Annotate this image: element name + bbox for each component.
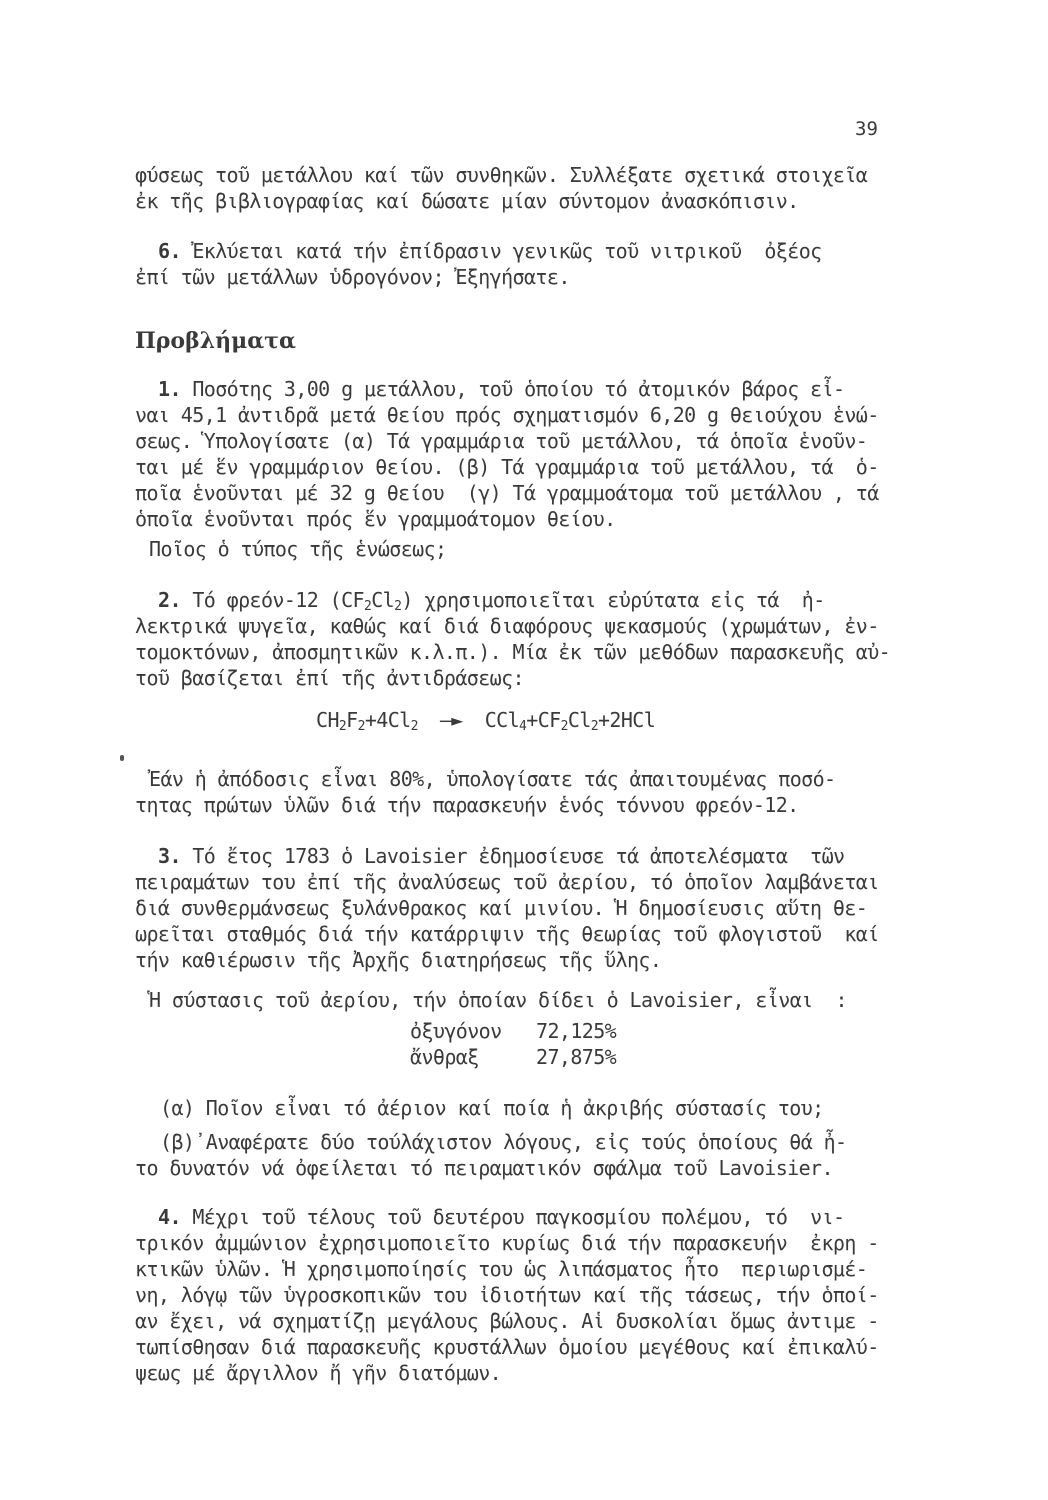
problem-text: Ποσότης 3,00 g μετάλλου, τοῦ ὁποίου τό ἀτομικόν βάρος εἶ- [180, 377, 845, 401]
problem-number: 1. [158, 377, 181, 401]
text-line: τωπίσθησαν διά παρασκευῆς κρυστάλλων ὁμοίου μεγέθους καί ἐπικαλύ- [135, 1335, 879, 1359]
text-line: κτικῶν ὑλῶν. Ἡ χρησιμοποίησίς του ὡς λιπάσματος ἦτο περιωρισμέ- [135, 1257, 868, 1281]
text-line: ἐπί τῶν μετάλλων ὑδρογόνον; Ἐξηγήσατε. [135, 265, 570, 289]
text-line: διά συνθερμάνσεως ξυλάνθρακος καί μινίου. Ἡ δημοσίευσις αὕτη θε- [135, 896, 868, 920]
text-line: ται μέ ἕν γραμμάριον θείου. (β) Τά γραμμάρια τοῦ μετάλλου, τά ὁ- [135, 455, 879, 479]
text-line: Ποῖος ὁ τύπος τῆς ἑνώσεως; [149, 537, 447, 561]
text-line: τητας πρώτων ὑλῶν διά τήν παρασκευήν ἑνός τόννου φρεόν-12. [135, 793, 799, 817]
text-line: ωρεῖται σταθμός διά τήν κατάρριψιν τῆς θεωρίας τοῦ φλογιστοῦ καί [135, 922, 879, 946]
ink-speck [120, 755, 124, 761]
text-line: ὁποῖα ἑνοῦνται πρός ἕν γραμμοάτομον θείου. [135, 507, 616, 531]
text-line: τομοκτόνων, ἀποσμητικῶν κ.λ.π.). Μία ἐκ τῶν μεθόδων παρασκευῆς αὐ- [135, 640, 891, 664]
problem-number: 2. [158, 588, 181, 612]
question-text: Ἐκλύεται κατά τήν ἐπίδρασιν γενικῶς τοῦ νιτρικοῦ ὀξέος [180, 239, 822, 263]
text-line: ναι 45,1 ἀντιδρᾶ μετά θείου πρός σχηματισμόν 6,20 g θειούχου ἑνώ- [135, 403, 879, 427]
text-line: τρικόν ἀμμώνιον ἐχρησιμοποιεῖτο κυρίως διά τήν παρασκευήν ἐκρη - [135, 1231, 879, 1255]
text-line: πειραμάτων του ἐπί τῆς ἀναλύσεως τοῦ ἀερίου, τό ὁποῖον λαμβάνεται [135, 870, 879, 894]
composition-value: 72,125% [536, 1019, 617, 1043]
chemical-equation: $CH_2F_2+4Cl_2$ —► $CCl_4+CF_2Cl_2+2HCl$ [316, 708, 656, 734]
text-line: τοῦ βασίζεται ἐπί τῆς ἀντιδράσεως: [135, 666, 524, 690]
text-line: σεως. Ὑπολογίσατε (α) Τά γραμμάρια τοῦ μετάλλου, τά ὁποῖα ἑνοῦν- [135, 429, 868, 453]
text-line: τήν καθιέρωσιν τῆς Ἀρχῆς διατηρήσεως τῆς ὕλης. [135, 948, 662, 972]
composition-value: 27,875% [536, 1045, 617, 1069]
text-line: (α) Ποῖον εἶναι τό ἀέριον καί ποία ἡ ἀκριβής σύστασίς του; [160, 1096, 824, 1120]
text-line: φύσεως τοῦ μετάλλου καί τῶν συνθηκῶν. Συλλέξατε σχετικά στοιχεῖα [135, 163, 868, 187]
composition-name: ὀξυγόνον [410, 1019, 502, 1043]
text-line: νη, λόγῳ τῶν ὑγροσκοπικῶν του ἰδιοτήτων καί τῆς τάσεως, τήν ὁποί- [135, 1283, 879, 1307]
text-line: ποῖα ἑνοῦνται μέ 32 g θείου (γ) Τά γραμμοάτομα τοῦ μετάλλου , τά [135, 481, 879, 505]
question-number: 6. [158, 239, 181, 263]
problem-text: Τό ἔτος 1783 ὁ Lavoisier ἐδημοσίευσε τά ἀποτελέσματα τῶν [180, 844, 845, 868]
reaction-arrow-icon: —► [439, 708, 463, 732]
problem-2-line: 2. Τό φρεόν-12 $(CF_2Cl_2)$ χρησιμοποιεῖται εὐρύτατα εἰς τά ἠ- [158, 588, 825, 614]
problem-1-line [158, 376, 844, 402]
text-line: Ἐάν ἡ ἀπόδοσις εἶναι 80%, ὑπολογίσατε τάς ἀπαιτουμένας ποσό- [149, 767, 836, 791]
problem-3-line [158, 843, 844, 869]
text-line: λεκτρικά ψυγεῖα, καθώς καί διά διαφόρους ψεκασμούς (χρωμάτων, ἐν- [135, 614, 879, 638]
problem-number: 4. [158, 1205, 181, 1229]
question-6-line [158, 238, 822, 264]
text-line: το δυνατόν νά ὀφείλεται τό πειραματικόν σφάλμα τοῦ Lavoisier. [135, 1156, 833, 1180]
section-title: Προβλήματα [135, 328, 296, 354]
text-line: (β)᾽Αναφέρατε δύο τούλάχιστον λόγους, εἰς τούς ὁποίους θά ἦ- [160, 1130, 847, 1154]
problem-4-line [158, 1204, 844, 1230]
text-line: ψεως μέ ἄργιλλον ἤ γῆν διατόμων. [135, 1361, 502, 1385]
text-line: Ἡ σύστασις τοῦ ἀερίου, τήν ὁποίαν δίδει ὁ Lavoisier, εἶναι : [149, 988, 847, 1012]
problem-number: 3. [158, 844, 181, 868]
text-line: ἐκ τῆς βιβλιογραφίας καί δώσατε μίαν σύντομον ἀνασκόπισιν. [135, 189, 799, 213]
problem-text: Μέχρι τοῦ τέλους τοῦ δευτέρου παγκοσμίου πολέμου, τό νι- [180, 1205, 845, 1229]
composition-name: ἄνθραξ [410, 1045, 479, 1069]
text-line: αν ἔχει, νά σχηματίζῃ μεγάλους βώλους. Αἱ δυσκολίαι ὅμως ἀντιμε - [135, 1309, 879, 1333]
page-number: 39 [855, 118, 878, 140]
